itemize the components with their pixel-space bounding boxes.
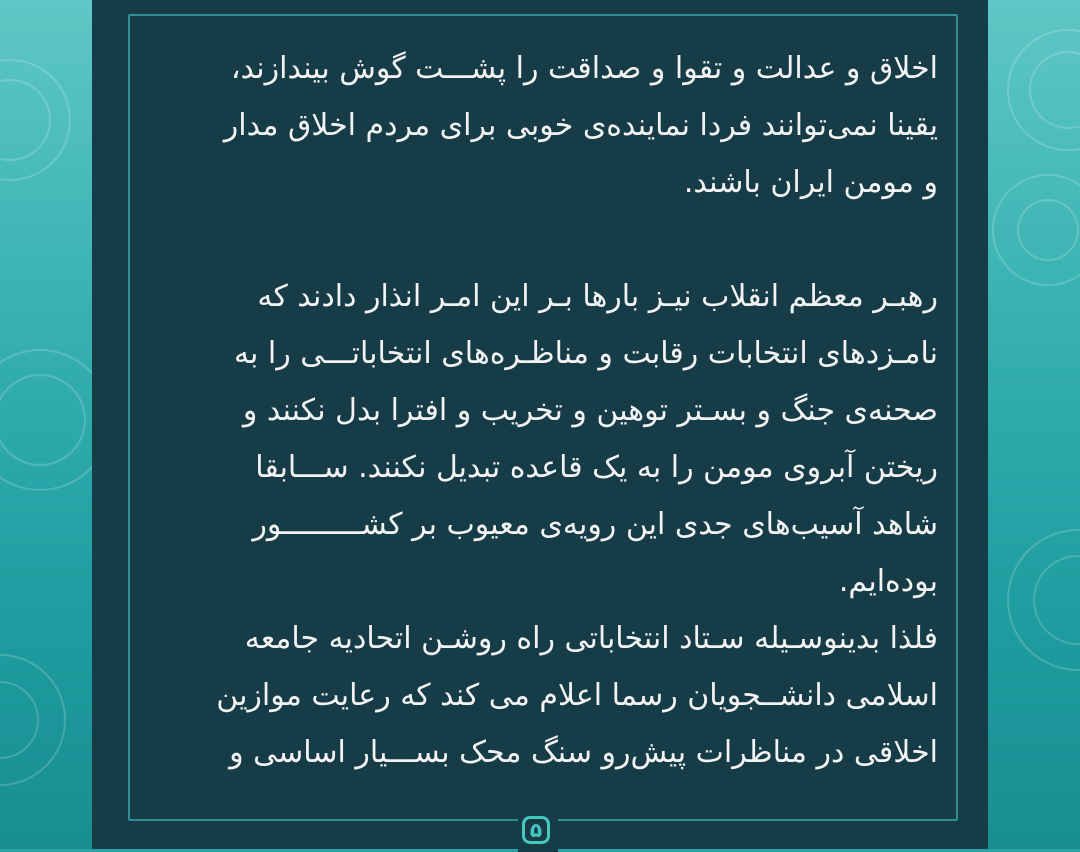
document-body — [148, 40, 938, 781]
paragraph — [148, 610, 938, 781]
left-decorative-background — [0, 0, 92, 849]
text-line: فلذا بدینوسـیله سـتاد انتخاباتی راه روشـن اتحادیه جامعه — [244, 621, 938, 656]
paragraph — [148, 268, 938, 610]
text-line: یقینا نمی‌توانند فردا نماینده‌ی خوبی برای مردم اخلاق مدار — [223, 108, 938, 143]
arabesque-pattern-left — [0, 0, 92, 849]
text-line: شاهد آسیب‌های جدی این رویه‌ی معیوب بر کشـــــــــور — [252, 507, 938, 542]
paragraph-gap — [148, 211, 938, 268]
text-line: ریختن آبروی مومن را به یک قاعده تبدیل نکنند. ســـابقا — [255, 450, 938, 485]
text-line: اسلامی دانشــجویان رسما اعلام می کند که رعایت موازین — [216, 678, 938, 713]
right-decorative-background — [988, 0, 1080, 849]
text-line: صحنه‌ی جنگ و بسـتر توهین و تخریب و افترا بدل نکنند و — [242, 393, 938, 428]
text-line: نامـزدهای انتخابات رقابت و مناظـره‌های انتخاباتـــی را به — [233, 336, 938, 371]
page-number: ۵ — [522, 816, 550, 844]
text-line: اخلاق و عدالت و تقوا و صداقت را پشـــت گوش بیندازند، — [230, 51, 938, 86]
text-line: و مومن ایران باشند. — [683, 165, 938, 200]
arabesque-pattern-right — [988, 0, 1080, 849]
text-line: بوده‌ایم. — [838, 564, 938, 599]
text-line: رهبـر معظم انقلاب نیـز بارها بـر این امـر انذار دادند که — [257, 279, 938, 314]
paragraph — [148, 40, 938, 211]
text-line: اخلاقی در مناظرات پیش‌رو سنگ محک بســـیار اساسی و — [229, 735, 938, 770]
